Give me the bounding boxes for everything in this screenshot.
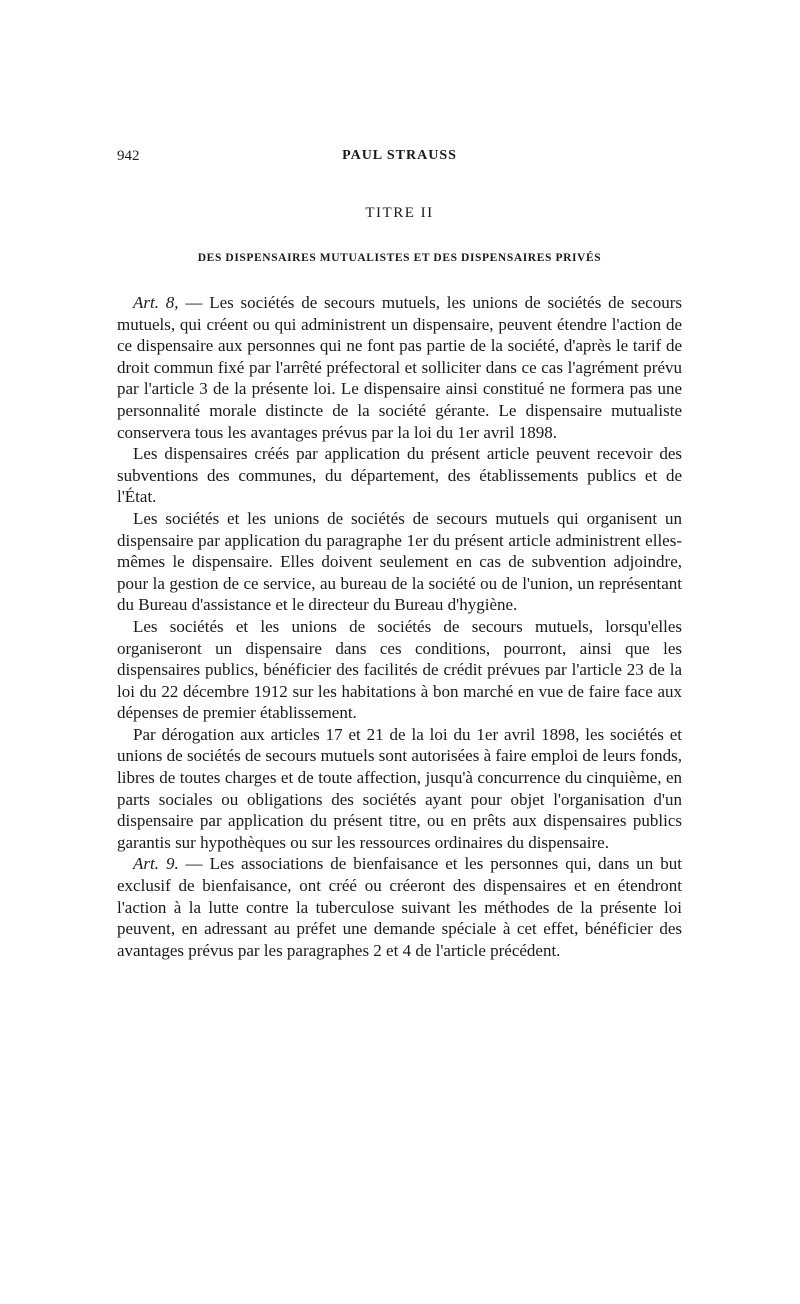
paragraph-text: Par dérogation aux articles 17 et 21 de la loi du 1er avril 1898, les sociétés et unions de sociétés de secours mutuels sont autorisées à faire emploi de leurs fonds, libres de toutes charges et de toute affection, jusqu'à concurrence du cinquième, en parts sociales ou obligations des sociétés ayant pour objet l'organisation d'un dispensaire par application du présent titre, ou en prêts aux dispensaires publics garantis sur hypothèques ou sur les ressources ordinaires du dispensaire. (117, 724, 682, 852)
paragraph-text: Les sociétés et les unions de sociétés de secours mutuels qui organisent un dispensaire par application du paragraphe 1er du présent article administrent elles-mêmes le dispensaire. Elles doivent seulement en cas de subvention adjoindre, pour la gestion de ce service, au bureau de la société ou de l'union, un représentant du Bureau d'assistance et le directeur du Bureau d'hygiène. (117, 508, 682, 615)
paragraph (117, 616, 682, 724)
paragraph-text: Les dispensaires créés par application du présent article peuvent recevoir des subventions des communes, du département, des établissements publics et de l'État. (117, 444, 682, 507)
paragraph (117, 443, 682, 508)
paragraph (117, 292, 682, 443)
paragraph (117, 853, 682, 961)
paragraph (117, 724, 682, 854)
running-title: PAUL STRAUSS (342, 148, 457, 163)
running-header (117, 148, 682, 168)
article-label: Art. 8, (133, 293, 179, 312)
paragraph-text: — Les associations de bienfaisance et les personnes qui, dans un but exclusif de bienfaisance, ont créé ou créeront des dispensaires et en étendront l'action à la lutte contre la tuberculose suivant les méthodes de la présente loi peuvent, en adressant au préfet une demande spéciale à cet effet, bénéficier des avantages prévus par les paragraphes 2 et 4 de l'article précédent. (117, 854, 683, 960)
body-text (117, 292, 682, 961)
section-title: TITRE II (365, 205, 434, 221)
paragraph (117, 508, 682, 616)
article-label: Art. 9. (133, 854, 179, 874)
page-number: 942 (117, 148, 140, 164)
paragraph-text: — Les sociétés de secours mutuels, les unions de sociétés de secours mutuels, qui créent ou qui administrent un dispensaire, peuvent étendre l'action de ce dispensaire aux personnes qui ne font pas partie de la société, d'après le tarif de droit commun fixé par l'arrêté préfectoral et solliciter dans ce cas l'agrément prévu par l'article 3 de la présente loi. Le dispensaire ainsi constitué ne formera pas une personnalité morale distincte de la société gérante. Le dispensaire mutualiste conservera tous les avantages prévus par la loi du 1er avril 1898. (117, 293, 682, 442)
section-subtitle: DES DISPENSAIRES MUTUALISTES ET DES DISPENSAIRES PRIVÉS (197, 252, 602, 264)
paragraph-text: Les sociétés et les unions de sociétés de secours mutuels, lorsqu'elles organiseront un dispensaire dans ces conditions, pourront, ainsi que les dispensaires publics, bénéficier des facilités de crédit prévues par l'article 23 de la loi du 22 décembre 1912 sur les habitations à bon marché en vue de faire face aux dépenses de premier établissement. (117, 616, 682, 723)
